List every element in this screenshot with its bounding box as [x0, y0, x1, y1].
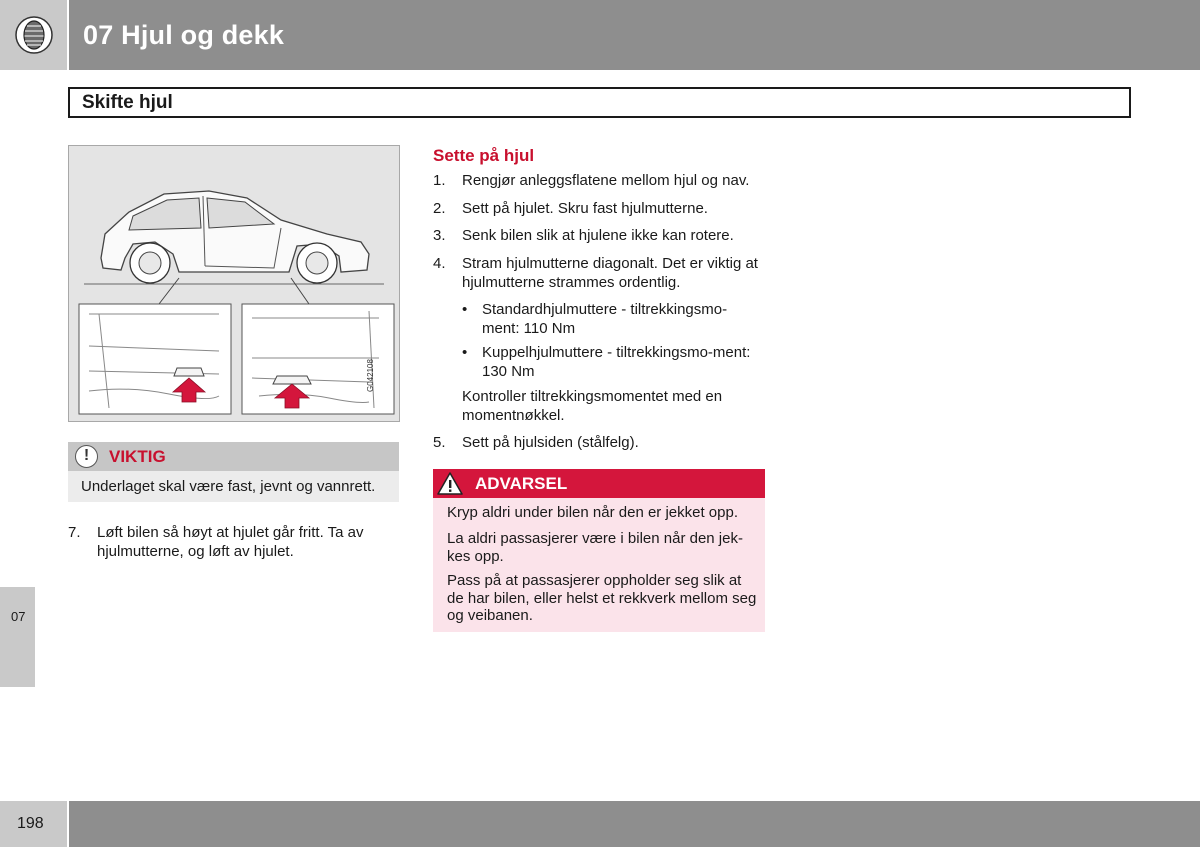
exclamation-icon: !	[75, 445, 98, 468]
important-body	[68, 471, 399, 502]
warning-paragraph: Pass på at passasjerer oppholder seg slik at de har bilen, eller helst et rekkverk mellom seg og veibanen.	[447, 572, 757, 624]
chapter-tab-label: 07	[11, 609, 26, 624]
step-number: 3.	[433, 227, 446, 244]
car-jack-points-drawing	[69, 146, 399, 421]
step-number: 7.	[68, 524, 81, 541]
step-number: 4.	[433, 255, 446, 272]
bullet-text: Kuppelhjulmuttere - tiltrekkingsmo-ment: 130 Nm	[482, 344, 751, 380]
footer-bar	[69, 801, 1200, 847]
step-text: Rengjør anleggsflatene mellom hjul og nav.	[462, 172, 750, 189]
bullet-text: Standardhjulmuttere - tiltrekkingsmo-ment: 110 Nm	[482, 301, 728, 337]
warning-header	[433, 469, 765, 498]
warning-triangle-icon	[437, 471, 463, 496]
important-label: VIKTIG	[109, 447, 166, 466]
step-number: 5.	[433, 434, 446, 451]
subsection-title: Sette på hjul	[433, 146, 535, 165]
warning-paragraph: Kryp aldri under bilen når den er jekket opp.	[447, 504, 739, 521]
step-number: 1.	[433, 172, 446, 189]
header-icon-block	[0, 0, 67, 70]
step-text: Senk bilen slik at hjulene ikke kan rotere.	[462, 227, 734, 244]
important-text: Underlaget skal være fast, jevnt og vannrett.	[81, 478, 376, 495]
section-heading-box	[68, 87, 1131, 118]
important-header	[68, 442, 399, 471]
step-text: Stram hjulmutterne diagonalt. Det er viktig at hjulmutterne strammes ordentlig.	[462, 255, 758, 291]
step-text: Sett på hjulsiden (stålfelg).	[462, 434, 639, 451]
warning-body	[433, 498, 765, 632]
chapter-side-tab	[0, 587, 35, 687]
page-number: 198	[17, 815, 44, 832]
warning-label: ADVARSEL	[475, 474, 568, 493]
step-text: Løft bilen så høyt at hjulet går fritt. Ta av hjulmutterne, og løft av hjulet.	[97, 524, 364, 560]
step-text: Sett på hjulet. Skru fast hjulmutterne.	[462, 200, 708, 217]
section-title: Skifte hjul	[82, 92, 173, 113]
bullet-dot: •	[462, 301, 468, 318]
warning-paragraph: La aldri passasjerer være i bilen når den jek-kes opp.	[447, 530, 743, 565]
figure-id: G042108	[366, 359, 375, 392]
bullet-dot: •	[462, 344, 468, 361]
chapter-title: 07 Hjul og dekk	[83, 20, 285, 50]
tire-icon	[15, 16, 53, 54]
torque-note: Kontroller tiltrekkingsmomentet med en momentnøkkel.	[462, 388, 723, 424]
jacking-illustration	[68, 145, 400, 422]
step-number: 2.	[433, 200, 446, 217]
